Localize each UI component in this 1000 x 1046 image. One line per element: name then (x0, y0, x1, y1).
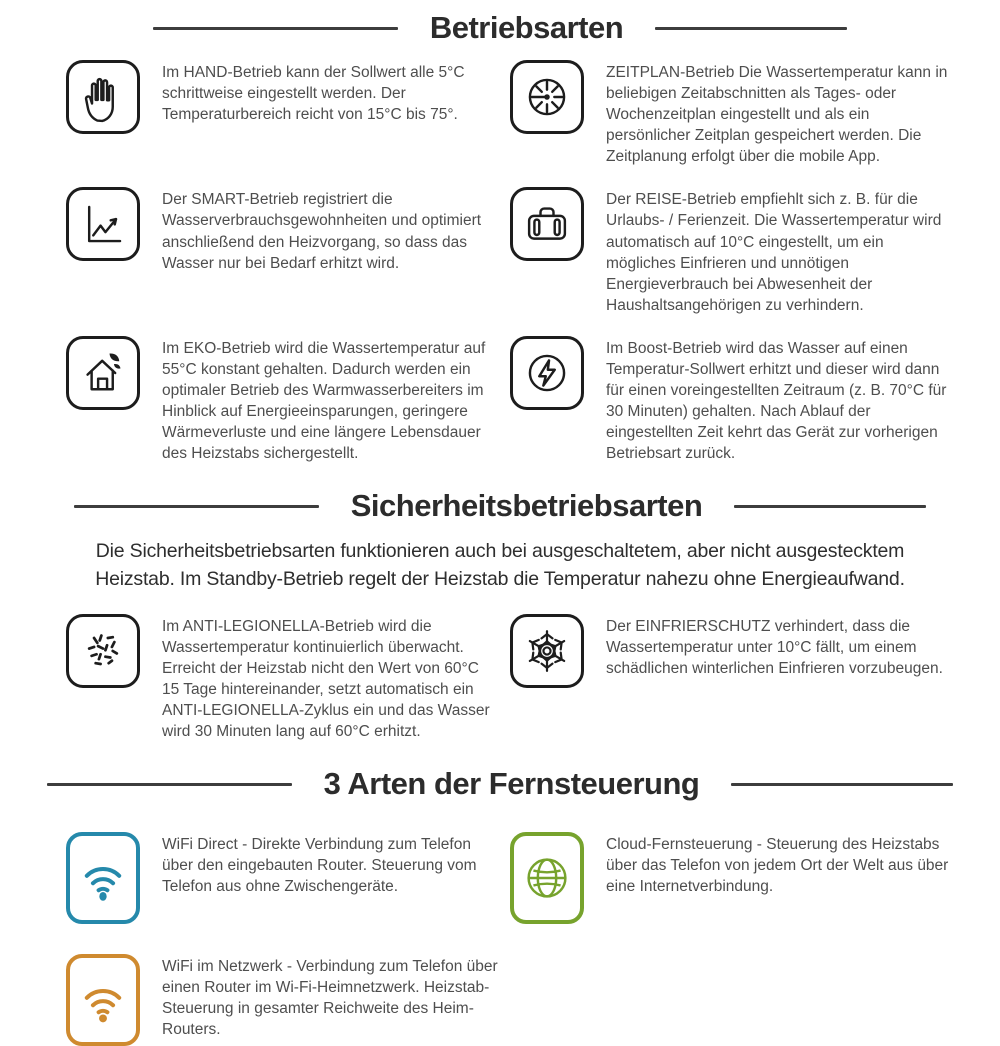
mode-text-antilegionella: Im ANTI-LEGIONELLA-Betrieb wird die Wassertemperatur kontinuierlich überwacht. Erreicht der Heizstab nicht den Wert von 60°C 15 Tage hintereinander, setzt automatisch ein ANTI-LEGIONELLA-Zyklus ein und das Wasser wird 30 Minuten lang auf 60°C erhitzt. (162, 617, 490, 741)
bacteria-icon (66, 614, 140, 688)
globe-cloud-icon (510, 832, 584, 924)
lightning-boost-icon (510, 336, 584, 410)
title-rule-left (153, 27, 398, 30)
section-title-fernsteuerung: 3 Arten der Fernsteuerung (323, 766, 700, 802)
line-chart-icon (66, 187, 140, 261)
mode-text-hand: Im HAND-Betrieb kann der Sollwert alle 5°C schrittweise eingestellt werden. Der Temperaturbereich reicht von 15°C bis 75°. (162, 64, 465, 124)
mode-text-eko: Im EKO-Betrieb wird die Wassertemperatur auf 55°C konstant gehalten. Dadurch werden ein optimaler Betrieb des Warmwasserbereiters im Hinblick auf Energieeinsparungen, geringere Wärmeverluste und eine längere Lebensdauer des Heizstabs sichergestellt. (162, 339, 486, 463)
mode-item-antilegionella (0, 614, 500, 742)
mode-text-boost: Im Boost-Betrieb wird das Wasser auf einen Temperatur-Sollwert erhitzt und dieser wird dann für einen voreingestellten Zeitraum (z. B. 70°C für 30 Minuten) gehalten. Nach Ablauf der eingestellten Zeit kehrt das Gerät zur vorherigen Betriebsart zurück. (606, 339, 947, 463)
mode-item-hand (0, 60, 500, 167)
remote-text-cloud: Cloud-Fernsteuerung - Steuerung des Heizstabs über das Telefon von jedem Ort der Welt aus über eine Internetverbindung. (606, 836, 949, 896)
betriebsarten-grid (0, 60, 1000, 464)
mode-item-smart (0, 187, 500, 315)
eco-house-icon (66, 336, 140, 410)
title-rule-left (47, 783, 292, 786)
remote-text-wifi-direct: WiFi Direct - Direkte Verbindung zum Telefon über den eingebauten Router. Steuerung vom Telefon aus ohne Zwischengeräte. (162, 836, 477, 896)
suitcase-icon (510, 187, 584, 261)
mode-item-reise (500, 187, 1000, 315)
title-rule-right (734, 505, 926, 508)
snowflake-icon (510, 614, 584, 688)
fernsteuerung-grid (0, 832, 1000, 1046)
clock-icon (510, 60, 584, 134)
mode-text-smart: Der SMART-Betrieb registriert die Wasserverbrauchsgewohnheiten und optimiert anschließend den Heizvorgang, so dass das Wasser nur bei Bedarf erhitzt wird. (162, 191, 482, 272)
section-header-betriebsarten (0, 10, 1000, 46)
remote-item-wifi-network (0, 954, 500, 1046)
remote-text-wifi-network: WiFi im Netzwerk - Verbindung zum Telefon über einen Router im Wi-Fi-Heimnetzwerk. Heizstab-Steuerung in gesamter Reichweite des Heim-Routers. (162, 958, 498, 1039)
mode-text-zeitplan: ZEITPLAN-Betrieb Die Wassertemperatur kann in beliebigen Zeitabschnitten als Tages- oder Wochenzeitplan eingestellt und als ein persönlicher Zeitplan gespeichert werden. Die Zeitplanung erfolgt über die mobile App. (606, 64, 948, 166)
section-header-sicherheit (0, 488, 1000, 524)
title-rule-right (655, 27, 847, 30)
mode-item-zeitplan (500, 60, 1000, 167)
title-rule-right (731, 783, 953, 786)
remote-item-cloud (500, 832, 1000, 924)
mode-text-reise: Der REISE-Betrieb empfiehlt sich z. B. für die Urlaubs- / Ferienzeit. Die Wassertemperatur wird automatisch auf 10°C eingestellt, um ein mögliches Einfrieren und unnötigen Energieverbrauch bei Abwesenheit der Haushaltsangehörigen zu verhindern. (606, 191, 942, 314)
title-rule-left (74, 505, 319, 508)
mode-item-eko (0, 336, 500, 464)
section-title-sicherheit: Sicherheitsbetriebsarten (350, 488, 703, 524)
wifi-direct-icon (66, 832, 140, 924)
remote-item-wifi-direct (0, 832, 500, 924)
sicherheit-grid (0, 614, 1000, 742)
hand-icon (66, 60, 140, 134)
wifi-network-icon (66, 954, 140, 1046)
mode-item-einfrierschutz (500, 614, 1000, 742)
mode-text-einfrierschutz: Der EINFRIERSCHUTZ verhindert, dass die Wassertemperatur unter 10°C fällt, um einem schädlichen winterlichen Einfrieren vorzubeugen. (606, 617, 943, 677)
sicherheit-intro-text: Die Sicherheitsbetriebsarten funktionieren auch bei ausgeschaltetem, aber nicht ausgestecktem Heizstab. Im Standby-Betrieb regelt der Heizstab die Temperatur nahezu ohne Energieaufwand. (95, 540, 905, 591)
section-header-fernsteuerung (0, 766, 1000, 802)
mode-item-boost (500, 336, 1000, 464)
section-title-betriebsarten: Betriebsarten (429, 10, 624, 45)
